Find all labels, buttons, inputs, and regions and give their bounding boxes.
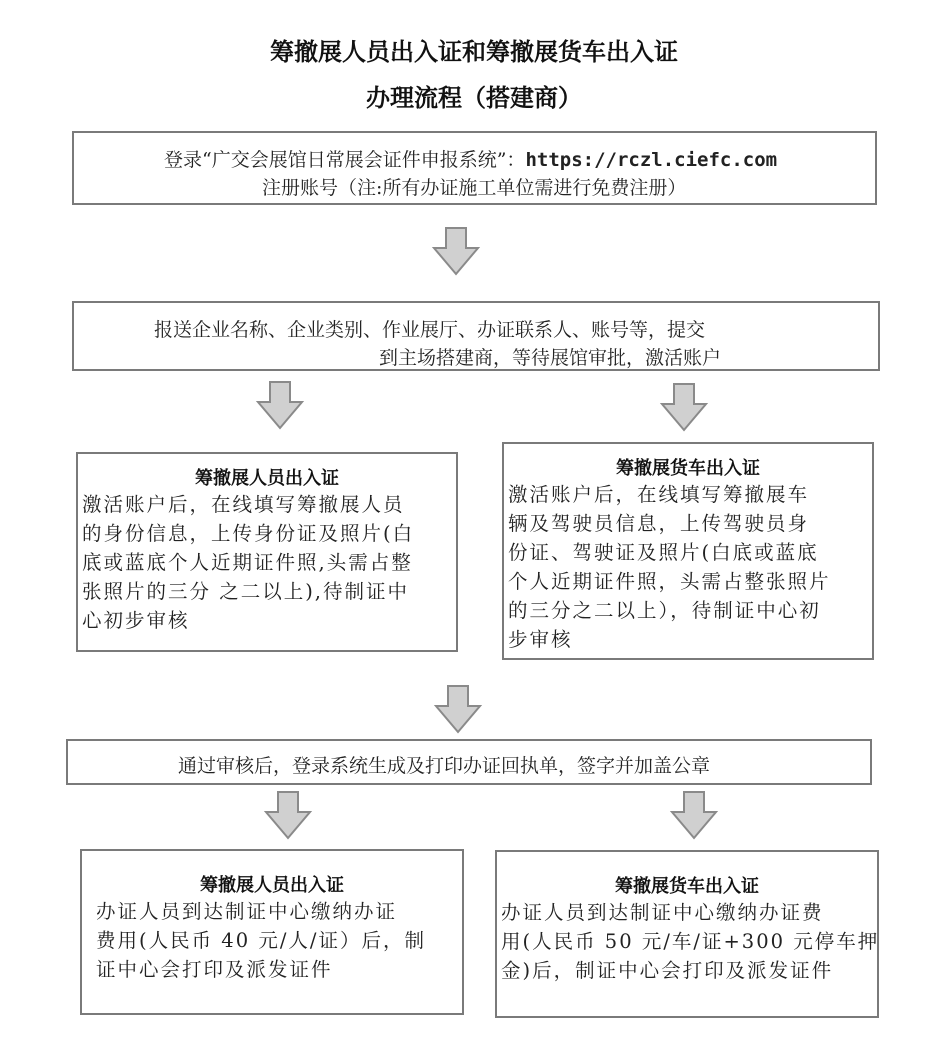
page-title-line1: 筹撤展人员出入证和筹撤展货车出入证 (270, 38, 678, 66)
step-register-line2: 注册账号（注:所有办证施工单位需进行免费注册） (262, 177, 687, 199)
text-line: 费用(人民币 40 元/人/证）后，制 (96, 929, 426, 952)
step-print-receipt-box (66, 739, 872, 785)
text-line: 用(人民币 50 元/车/证+300 元停车押 (501, 930, 880, 953)
step-submit-box (72, 301, 880, 371)
step-submit-line2: 到主场搭建商，等待展馆审批，激活账户 (379, 347, 722, 369)
step-submit-line1: 报送企业名称、企业类别、作业展厅、办证联系人、账号等，提交 (154, 319, 706, 341)
text-line: 个人近期证件照，头需占整张照片 (508, 570, 831, 593)
truck-payment-title: 筹撤展货车出入证 (615, 876, 759, 897)
arrow-down-icon (432, 684, 484, 736)
text-line: 的三分之二以上），待制证中心初 (508, 599, 821, 622)
arrow-down-icon (668, 790, 720, 842)
text-line: 张照片的三分 之二以上),待制证中 (82, 580, 410, 603)
text-line: 底或蓝底个人近期证件照,头需占整 (82, 551, 413, 574)
personnel-payment-body (82, 897, 462, 984)
login-system-text: 登录“广交会展馆日常展会证件申报系统”： (164, 149, 526, 171)
text-line: 步审核 (508, 628, 573, 651)
truck-application-box (502, 442, 874, 660)
arrow-down-icon (262, 790, 314, 842)
text-line: 激活账户后，在线填写筹撤展车 (508, 483, 810, 506)
step-register-box (72, 131, 877, 205)
text-line: 份证、驾驶证及照片(白底或蓝底 (508, 541, 819, 564)
truck-payment-box (495, 850, 879, 1018)
personnel-application-body (78, 490, 456, 635)
truck-application-body (504, 480, 872, 654)
text-line: 金)后，制证中心会打印及派发证件 (501, 959, 834, 982)
text-line: 办证人员到达制证中心缴纳办证费 (501, 901, 824, 924)
step-print-receipt-line: 通过审核后，登录系统生成及打印办证回执单，签字并加盖公章 (178, 755, 711, 777)
system-url-link[interactable]: https://rczl.ciefc.com (525, 149, 778, 171)
personnel-application-box (76, 452, 458, 652)
text-line: 心初步审核 (82, 609, 190, 632)
arrow-down-icon (254, 380, 306, 432)
arrow-down-icon (658, 382, 710, 434)
personnel-payment-box (80, 849, 464, 1015)
text-line: 的身份信息，上传身份证及照片(白 (82, 522, 415, 545)
text-line: 证中心会打印及派发证件 (96, 958, 333, 981)
text-line: 辆及驾驶员信息，上传驾驶员身 (508, 512, 810, 535)
text-line: 办证人员到达制证中心缴纳办证 (96, 900, 398, 923)
truck-payment-body (497, 898, 880, 985)
personnel-payment-title: 筹撤展人员出入证 (200, 875, 344, 896)
arrow-down-icon (430, 226, 482, 278)
truck-application-title: 筹撤展货车出入证 (616, 458, 760, 479)
text-line: 激活账户后，在线填写筹撤展人员 (82, 493, 405, 516)
page-title-line2: 办理流程（搭建商） (366, 84, 582, 112)
personnel-application-title: 筹撤展人员出入证 (195, 468, 339, 489)
step-register-line1 (164, 145, 777, 172)
